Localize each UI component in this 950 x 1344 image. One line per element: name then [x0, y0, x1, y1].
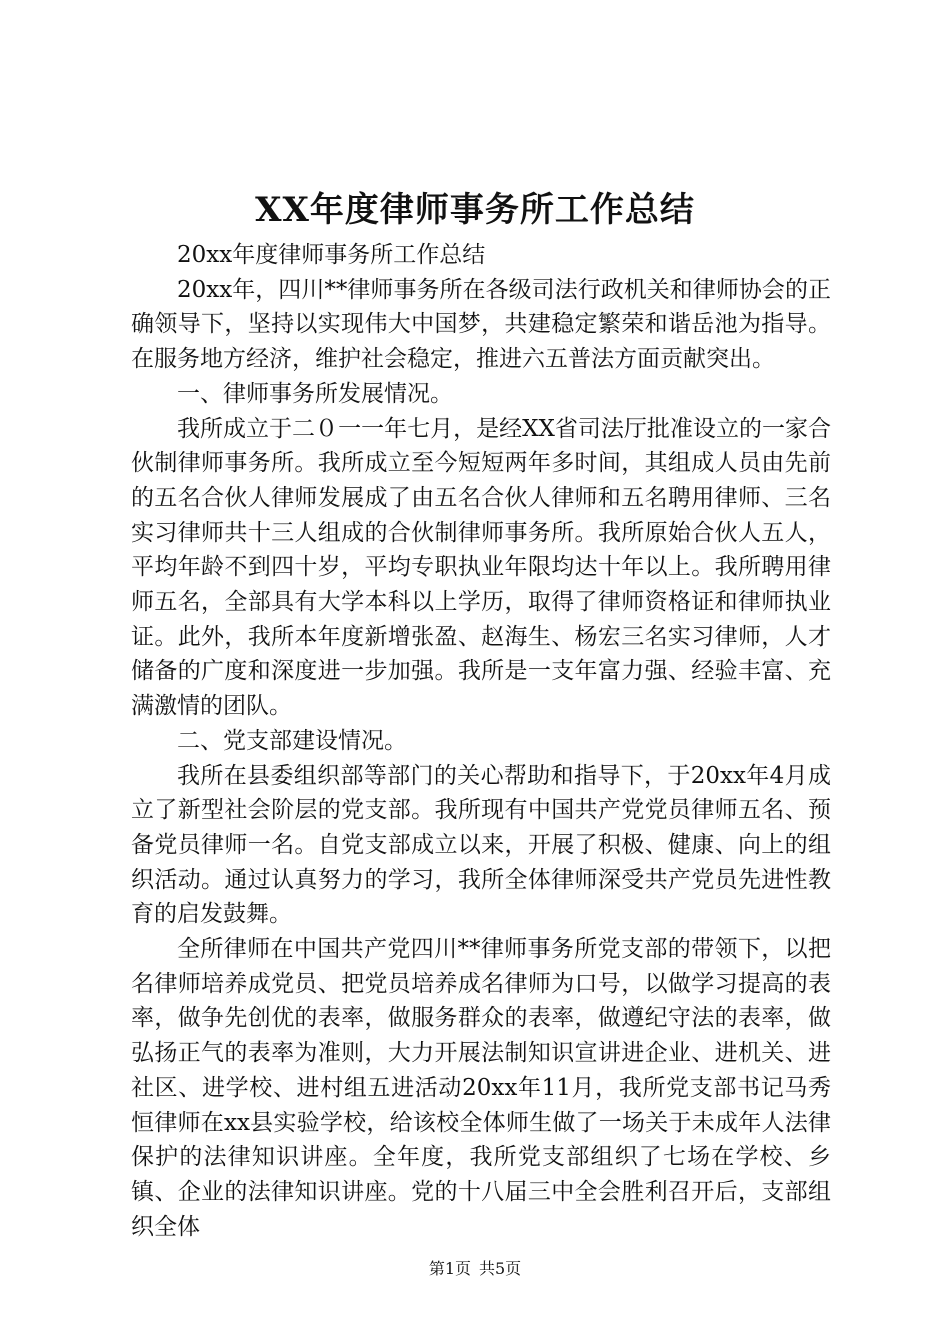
section-heading-development: 一、律师事务所发展情况。 [177, 380, 453, 407]
paragraph-development: 我所成立于二０一一年七月，是经XX省司法厅批准设立的一家合伙制律师事务所。我所成立至今短短两年多时间，其组成人员由先前的五名合伙人律师发展成了由五名合伙人律师和五名聘用律师、三名实习律师共十三人组成的合伙制律师事务所。我所原始合伙人五人，平均年龄不到四十岁，平均专职执业年限均达十年以上。我所聘用律师五名，全部具有大学本科以上学历，取得了律师资格证和律师执业证。此外，我所本年度新增张盈、赵海生、杨宏三名实习律师，人才储备的广度和深度进一步加强。我所是一支年富力强、经验丰富、充满激情的团队。 [131, 415, 831, 720]
paragraph-subtitle: 20xx年度律师事务所工作总结 [177, 242, 486, 268]
paragraph-activities: 全所律师在中国共产党四川**律师事务所党支部的带领下，以把名律师培养成党员、把党员培养成名律师为口号，以做学习提高的表率，做争先创优的表率，做服务群众的表率，做遵纪守法的表率，做弘扬正气的表率为准则，大力开展法制知识宣讲进企业、进机关、进社区、进学校、进村组五进活动20xx年11月，我所党支部书记马秀恒律师在xx县实验学校，给该校全体师生做了一场关于未成年人法律保护的法律知识讲座。全年度，我所党支部组织了七场在学校、乡镇、企业的法律知识讲座。党的十八届三中全会胜利召开后，支部组织全体 [131, 936, 831, 1240]
page-footer [0, 1258, 950, 1280]
paragraph-party-branch: 我所在县委组织部等部门的关心帮助和指导下，于20xx年4月成立了新型社会阶层的党支部。我所现有中国共产党党员律师五名、预备党员律师一名。自党支部成立以来，开展了积极、健康、向上的组织活动。通过认真努力的学习，我所全体律师深受共产党员先进性教育的启发鼓舞。 [131, 762, 831, 928]
document-title: XX年度律师事务所工作总结 [255, 190, 695, 230]
section-heading-party-branch: 二、党支部建设情况。 [177, 727, 407, 754]
page-number: 第1页 [428, 1259, 471, 1278]
document-body [131, 238, 831, 1244]
paragraph-intro: 20xx年，四川**律师事务所在各级司法行政机关和律师协会的正确领导下，坚持以实现伟大中国梦，共建稳定繁荣和谐岳池为指导。在服务地方经济，维护社会稳定，推进六五普法方面贡献突出。 [131, 276, 831, 373]
total-pages: 共5页 [479, 1259, 522, 1278]
